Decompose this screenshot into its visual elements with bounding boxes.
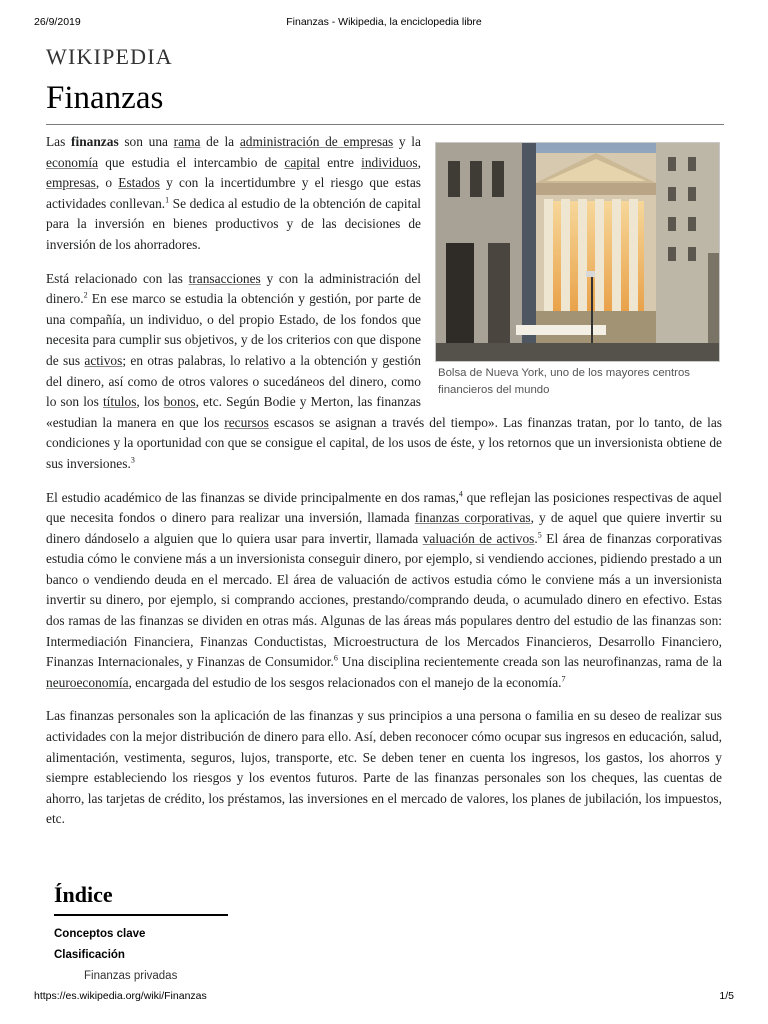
link-economia[interactable]: economía — [46, 154, 99, 170]
link-finanzas-corporativas[interactable]: finanzas corporativas — [414, 510, 531, 526]
link-bonos[interactable]: bonos — [163, 394, 196, 410]
reference-2[interactable]: 2 — [83, 290, 88, 300]
toc-divider — [54, 914, 228, 916]
paragraph-1: Las finanzas son una rama de la administración de empresas y la economía que estudia el intercambio de capital entre individuos, empresas, o Estados y con la incertidumbre y el riesgo que estas actividades conllevan.$^1$ Se dedica al estudio de la obtención de capital para la inversión en bienes productivos y de las decisiones de inversión de los ahorradores. — [46, 134, 421, 252]
reference-3[interactable]: 3 — [130, 455, 135, 465]
image-caption: Bolsa de Nueva York, uno de los mayores centros financieros del mundo — [438, 367, 691, 396]
print-header — [34, 16, 734, 32]
link-neuroeconomia[interactable]: neuroeconomía — [46, 674, 129, 690]
link-activos[interactable]: activos — [84, 352, 123, 368]
toc-item-conceptos-clave[interactable]: Conceptos clave — [54, 928, 146, 940]
link-titulos[interactable]: títulos — [102, 394, 137, 410]
toc-title: Índice — [54, 882, 113, 907]
reference-5[interactable]: 5 — [537, 530, 542, 540]
reference-6[interactable]: 6 — [333, 653, 338, 663]
print-date: 26/9/2019 — [34, 16, 81, 28]
link-rama[interactable]: rama — [173, 134, 201, 149]
link-capital[interactable]: capital — [284, 154, 321, 170]
reference-1[interactable]: 1 — [165, 195, 170, 205]
article-body — [46, 132, 722, 843]
link-transacciones[interactable]: transacciones — [188, 270, 261, 286]
page-number: 1/5 — [719, 990, 734, 1002]
link-estados[interactable]: Estados — [118, 175, 160, 191]
link-valuacion-de-activos[interactable]: valuación de activos — [422, 530, 535, 546]
link-empresas[interactable]: empresas — [46, 175, 96, 191]
link-individuos[interactable]: individuos — [361, 154, 418, 170]
table-of-contents — [54, 882, 254, 987]
wikipedia-wordmark-logo[interactable]: WIKIPEDIA — [46, 44, 173, 69]
paragraph-4: Las finanzas personales son la aplicación de las finanzas y sus principios a una persona o familia en su deseo de realizar sus actividades con la mejor distribución de dinero para ello. Así, deben reconocer cómo ocupar sus ingresos en educación, salud, alimentación, vestimenta, seguros, lujos, transporte, etc. Se deben tener en cuenta los ingresos, los gastos, los ahorros y siempre estableciendo los riesgos y los eventos futuros. Parte de las finanzas personales son los cheques, las cuentas de ahorro, las tarjetas de crédito, los préstamos, las inversiones en el mercado de valores, los planes de jubilación, los impuestos, etc. — [46, 708, 722, 827]
paragraph-2: Está relacionado con las transacciones y con la administración del dinero.$^2$ En ese marco se estudia la obtención y gestión, por parte de una compañía, un individuo, o del propio Estado, de los fondos que necesita para cumplir sus objetivos, y de los criterios con que dispone de sus activos; en otras palabras, lo relativo a la obtención y gestión del dinero, así como de otros valores o sucedáneos del dinero, como lo son los títulos, los bonos, etc. Según Bodie y Merton, las finanzas «estudian la manera en que los recursos escasos se asignan a través del tiempo». Las finanzas tratan, por lo tanto, de las condiciones y la oportunidad con que se consigue el capital, de los usos de éste, y los retornos que un inversionista obtiene de sus inversiones.$^3$ — [46, 270, 722, 471]
term-finanzas: finanzas — [71, 134, 119, 149]
link-administracion-de-empresas[interactable]: administración de empresas — [239, 134, 394, 149]
article-title: Finanzas — [46, 80, 164, 116]
reference-4[interactable]: 4 — [458, 489, 463, 499]
image-box — [435, 142, 722, 399]
reference-7[interactable]: 7 — [561, 674, 566, 684]
toc-item-finanzas-privadas[interactable]: Finanzas privadas — [84, 970, 178, 982]
nyse-building-photo[interactable] — [435, 142, 720, 362]
print-footer — [34, 990, 734, 1006]
toc-item-clasificacion[interactable]: Clasificación — [54, 949, 125, 961]
link-recursos[interactable]: recursos — [224, 414, 269, 430]
title-divider — [46, 124, 724, 125]
paragraph-3: El estudio académico de las finanzas se divide principalmente en dos ramas,$^4$ que reflejan las posiciones respectivas de aquel que necesita fondos o dinero para realizar una inversión, llamada finanzas corporativas, y de aquel que quiere invertir su dinero dándoselo a alguien que lo quiera usar para invertir, llamada valuación de activos.$^5$ El área de finanzas corporativas estudia cómo le conviene más a un inversionista conseguir dinero, por ejemplo, si vendiendo acciones, pidiendo prestado a un banco o vendiendo deuda en el mercado. El área de valuación de activos estudia cómo le conviene más a un inversionista invertir su dinero, por ejemplo, si comprando acciones, prestando/comprando deuda, o acumulado dinero en efectivo. Estas dos ramas de las finanzas se dividen en otras más. Algunas de las áreas más populares dentro del estudio de las finanzas son: Intermediación Financiera, Finanzas Conductistas, Microestructura de los Mercados Financieros, Desarrollo Financiero, Finanzas Internacionales, y Finanzas de Consumidor.$^6$ Una disciplina recientemente creada son las neurofinanzas, rama de la neuroeconomía, encargada del estudio de los sesgos relacionados con el manejo de la economía.$^7$ — [46, 489, 723, 690]
print-page-title: Finanzas - Wikipedia, la enciclopedia libre — [286, 16, 482, 28]
print-url: https://es.wikipedia.org/wiki/Finanzas — [34, 990, 207, 1002]
